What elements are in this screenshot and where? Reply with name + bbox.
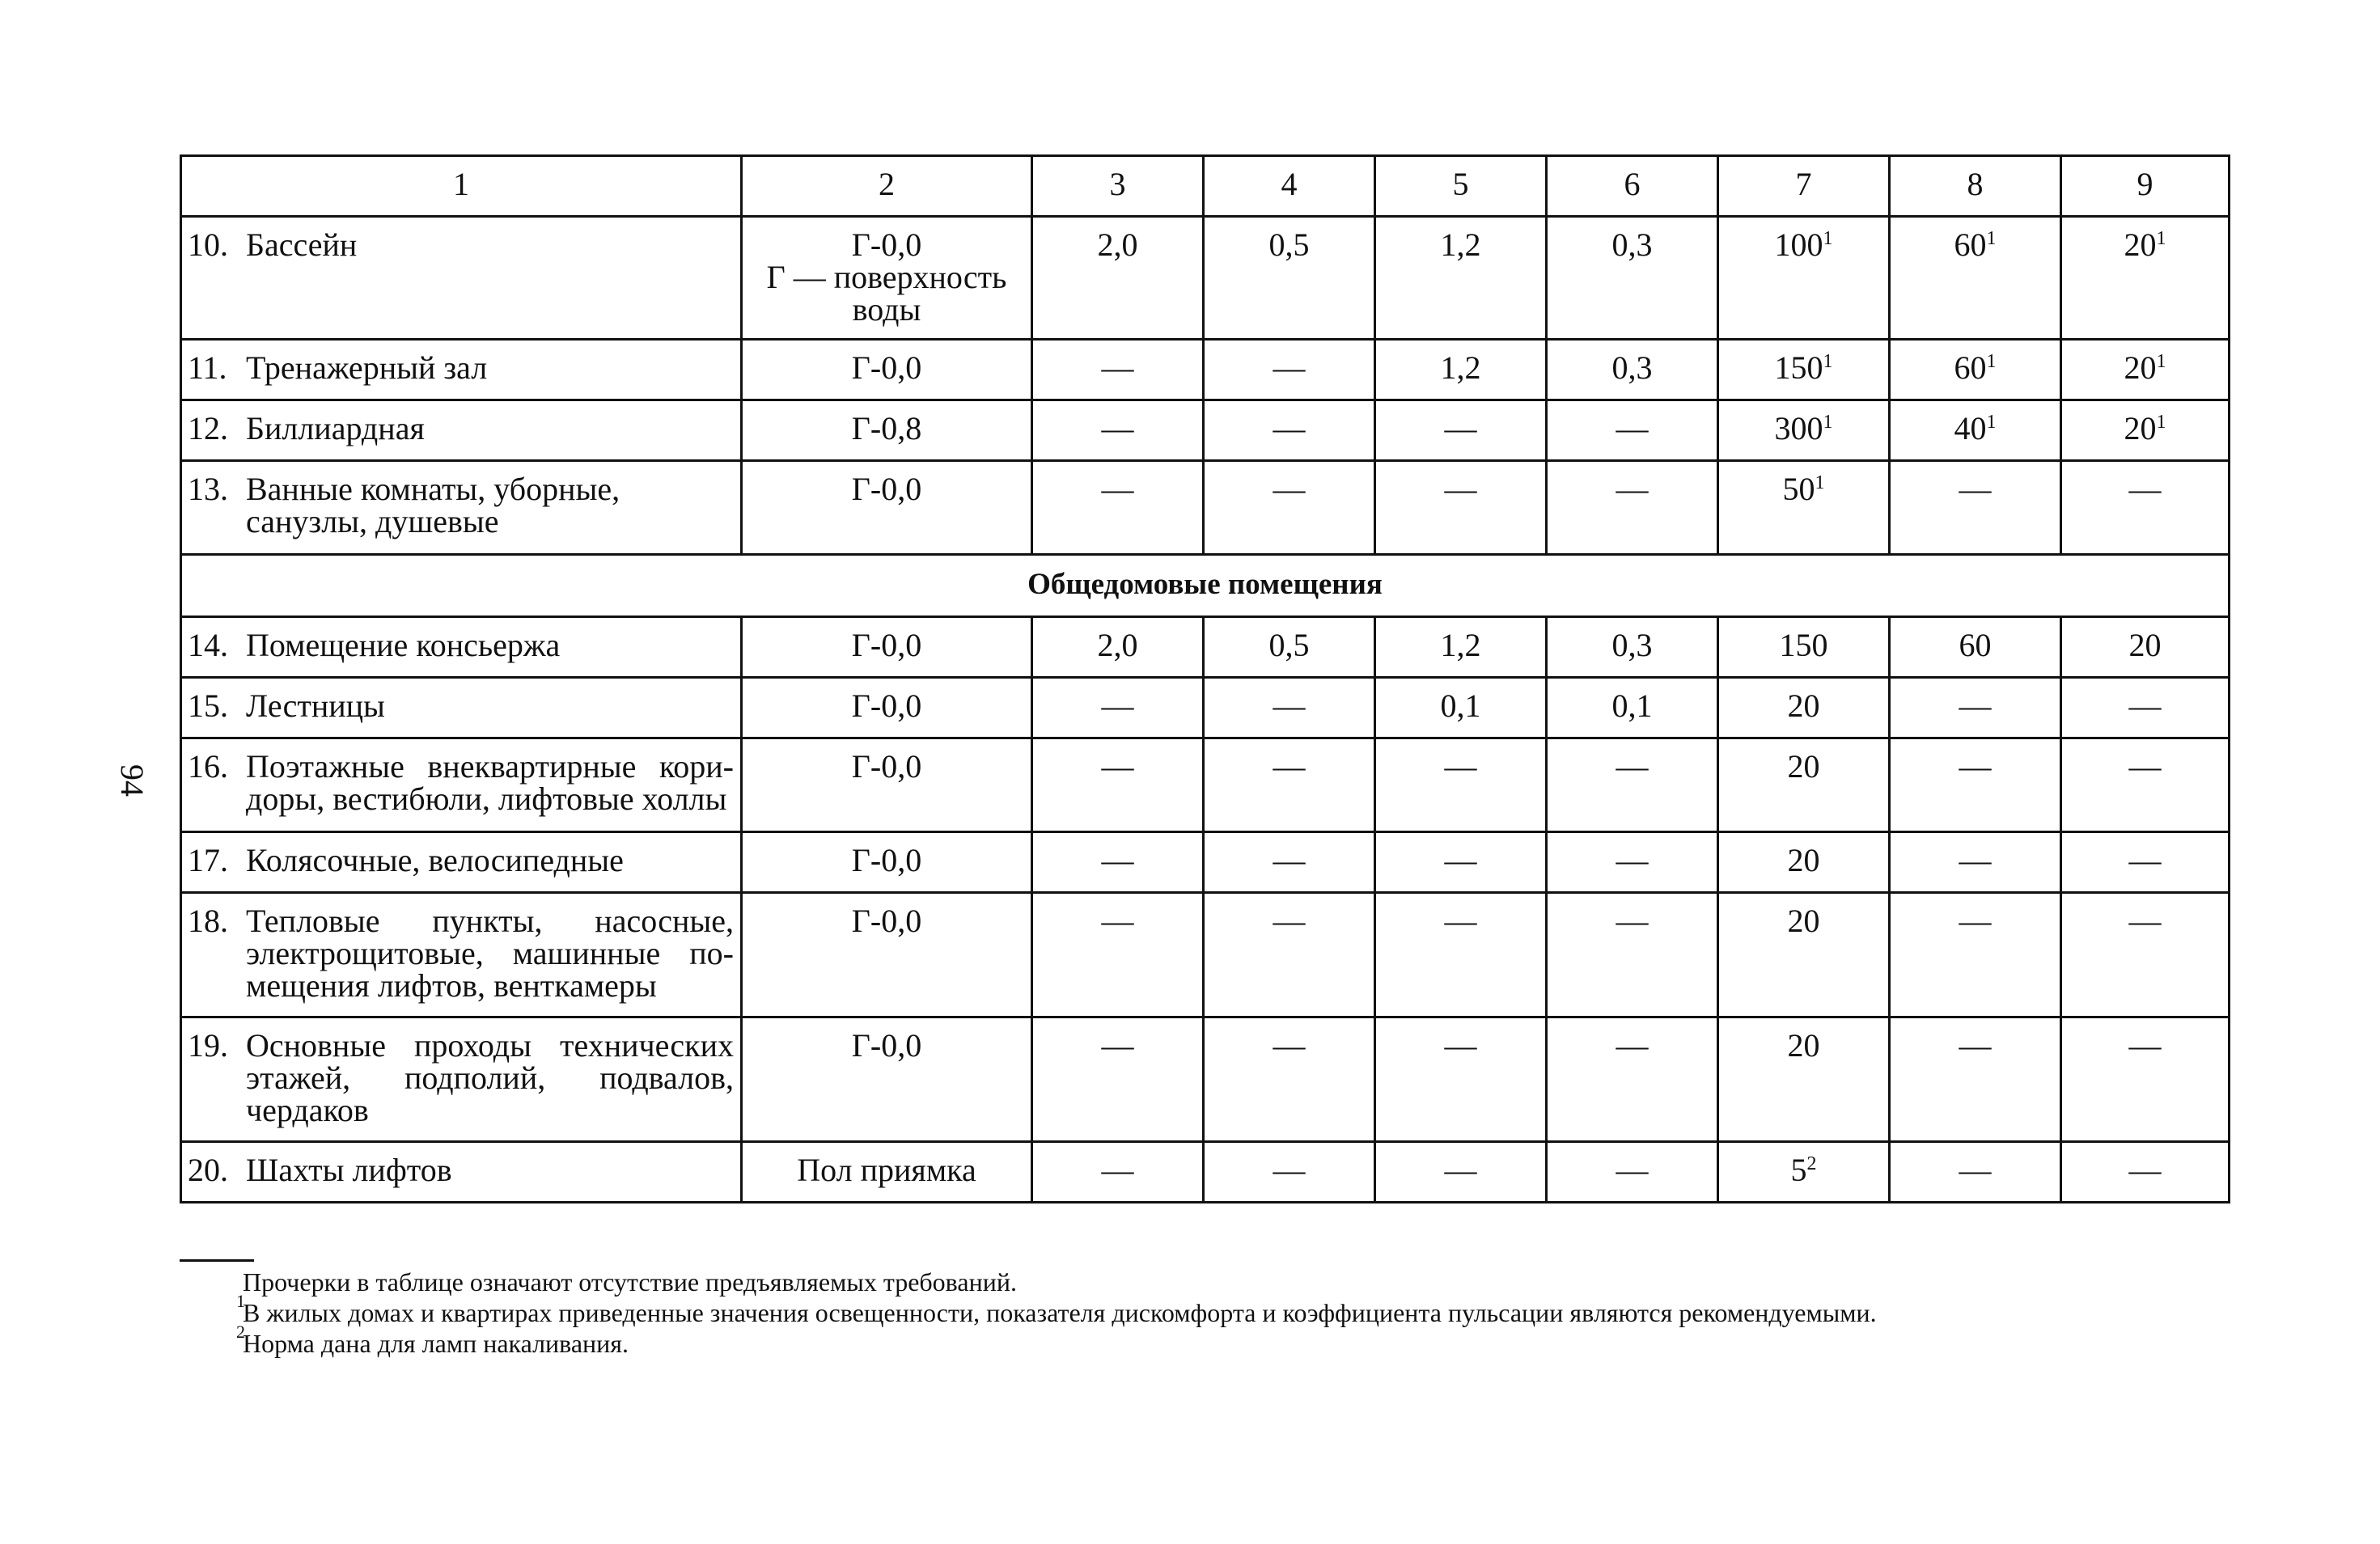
value-cell: — <box>1204 461 1375 555</box>
value-cell: — <box>1032 400 1204 461</box>
table-row <box>181 738 2230 832</box>
column-header: 6 <box>1547 156 1718 217</box>
room-name: Основные проходы технических этажей, подполий, подвалов, чердаков <box>246 1027 734 1128</box>
footnote-ref: 1 <box>1815 472 1825 493</box>
work-plane-cell: Г-0,0 <box>742 617 1032 678</box>
value-cell: — <box>1032 832 1204 893</box>
cell-value: 20 <box>2124 226 2157 263</box>
footnote-dashes <box>243 1267 2233 1297</box>
table-row <box>181 893 2230 1017</box>
work-plane-cell: Г-0,0 <box>742 678 1032 738</box>
value-cell: — <box>2061 738 2230 832</box>
value-cell: 20 <box>1718 893 1890 1017</box>
value-cell: — <box>1204 893 1375 1017</box>
footnote-ref: 2 <box>1806 1153 1817 1174</box>
table-row <box>181 1017 2230 1142</box>
value-cell <box>1718 400 1890 461</box>
value-cell <box>2061 340 2230 400</box>
value-cell: 20 <box>1718 1017 1890 1142</box>
table-row <box>181 461 2230 555</box>
work-plane-cell: Пол приямка <box>742 1142 1032 1203</box>
value-cell: — <box>1890 738 2061 832</box>
footnote-ref: 1 <box>1823 412 1833 433</box>
value-cell: — <box>1547 738 1718 832</box>
room-name: Бассейн <box>246 226 358 263</box>
value-cell: — <box>2061 461 2230 555</box>
section-row <box>181 555 2230 617</box>
value-cell <box>1718 1142 1890 1203</box>
value-cell: — <box>1890 678 2061 738</box>
value-cell: 2,0 <box>1032 617 1204 678</box>
row-number: 18. <box>188 903 228 939</box>
cell-value: 150 <box>1774 349 1823 386</box>
value-cell: — <box>2061 1142 2230 1203</box>
work-plane-cell <box>742 217 1032 340</box>
work-plane-cell: Г-0,0 <box>742 1017 1032 1142</box>
column-header: 5 <box>1375 156 1547 217</box>
table-header-row <box>181 156 2230 217</box>
value-cell: — <box>1204 678 1375 738</box>
value-cell: — <box>2061 678 2230 738</box>
footnote-divider <box>180 1259 254 1262</box>
value-cell: 0,1 <box>1547 678 1718 738</box>
value-cell: — <box>1890 1142 2061 1203</box>
value-cell: 20 <box>1718 678 1890 738</box>
value-cell: 20 <box>2061 617 2230 678</box>
value-cell: — <box>1204 738 1375 832</box>
value-cell: 150 <box>1718 617 1890 678</box>
value-cell: 0,1 <box>1375 678 1547 738</box>
value-cell: — <box>1032 340 1204 400</box>
value-cell: — <box>1032 738 1204 832</box>
value-cell: — <box>1204 832 1375 893</box>
footnote-ref: 1 <box>1823 351 1833 372</box>
table-row <box>181 1142 2230 1203</box>
room-name: Тепловые пункты, насосные, электрощитовые, машинные по-мещения лифтов, венткамеры <box>246 903 734 1004</box>
column-header: 1 <box>181 156 742 217</box>
value-cell: — <box>1204 1142 1375 1203</box>
value-cell: — <box>1204 400 1375 461</box>
page-number: 94 <box>114 764 150 797</box>
value-cell: — <box>1890 461 2061 555</box>
table-row <box>181 400 2230 461</box>
value-cell: — <box>1890 832 2061 893</box>
footnote-text: В жилых домах и квартирах приведенные значения освещенности, показателя дискомфорта и коэффициента пульсации являются рекомендуемыми. <box>243 1298 1877 1327</box>
value-cell: 1,2 <box>1375 217 1547 340</box>
footnote-mark: 2 <box>236 1322 245 1342</box>
value-cell <box>2061 400 2230 461</box>
row-number: 10. <box>188 226 228 263</box>
room-name-cell <box>181 340 742 400</box>
value-cell: 1,2 <box>1375 340 1547 400</box>
value-cell: — <box>1375 1142 1547 1203</box>
lighting-norms-table <box>180 154 2230 1203</box>
column-header: 4 <box>1204 156 1375 217</box>
room-name: Биллиардная <box>246 410 425 446</box>
work-plane-cell: Г-0,0 <box>742 461 1032 555</box>
work-plane-cell: Г-0,0 <box>742 340 1032 400</box>
work-plane-cell: Г-0,0 <box>742 832 1032 893</box>
room-name: Тренажерный зал <box>246 349 488 386</box>
footnote-mark: 1 <box>236 1291 245 1311</box>
value-cell: — <box>1204 340 1375 400</box>
value-cell: — <box>1375 832 1547 893</box>
value-cell <box>1718 461 1890 555</box>
room-name: Ванные комнаты, уборные, санузлы, душевые <box>246 471 620 539</box>
value-cell: — <box>1375 738 1547 832</box>
footnote-ref: 1 <box>1986 351 1997 372</box>
room-name-cell <box>181 893 742 1017</box>
value-cell: — <box>1375 1017 1547 1142</box>
value-cell: 0,3 <box>1547 217 1718 340</box>
value-cell: 0,3 <box>1547 617 1718 678</box>
value-cell: — <box>1547 1017 1718 1142</box>
footnote-ref: 1 <box>2156 351 2166 372</box>
room-name-cell <box>181 400 742 461</box>
room-name: Поэтажные внеквартирные кори-доры, вестибюли, лифтовые холлы <box>246 748 734 817</box>
value-cell: 60 <box>1890 617 2061 678</box>
table-row <box>181 217 2230 340</box>
room-name-cell <box>181 217 742 340</box>
work-plane-line: воды <box>852 291 921 328</box>
column-header: 8 <box>1890 156 2061 217</box>
value-cell <box>1890 340 2061 400</box>
work-plane-line: Г — поверхность <box>766 259 1007 295</box>
footnote-ref: 1 <box>2156 228 2166 249</box>
value-cell: — <box>1547 893 1718 1017</box>
cell-value: 60 <box>1954 226 1987 263</box>
room-name-cell <box>181 1017 742 1142</box>
row-number: 17. <box>188 842 228 878</box>
footnote-2 <box>236 1322 2233 1359</box>
value-cell: — <box>1890 1017 2061 1142</box>
room-name: Колясочные, велосипедные <box>246 842 624 878</box>
room-name-cell <box>181 461 742 555</box>
value-cell <box>2061 217 2230 340</box>
table-row <box>181 832 2230 893</box>
room-name-cell <box>181 617 742 678</box>
row-number: 15. <box>188 687 228 724</box>
table-row <box>181 678 2230 738</box>
table-row <box>181 340 2230 400</box>
value-cell: — <box>1032 678 1204 738</box>
value-cell: — <box>1890 893 2061 1017</box>
column-header: 3 <box>1032 156 1204 217</box>
value-cell: — <box>1032 893 1204 1017</box>
footnote-1 <box>236 1291 2233 1328</box>
value-cell <box>1890 400 2061 461</box>
cell-value: 5 <box>1790 1152 1807 1188</box>
column-header: 2 <box>742 156 1032 217</box>
value-cell: — <box>1547 461 1718 555</box>
value-cell: — <box>2061 1017 2230 1142</box>
value-cell: — <box>2061 832 2230 893</box>
cell-value: 300 <box>1774 410 1823 446</box>
room-name-cell <box>181 832 742 893</box>
work-plane-cell: Г-0,0 <box>742 738 1032 832</box>
value-cell <box>1718 217 1890 340</box>
row-number: 16. <box>188 748 228 785</box>
work-plane-cell: Г-0,8 <box>742 400 1032 461</box>
cell-value: 20 <box>2124 349 2157 386</box>
value-cell: — <box>1375 400 1547 461</box>
table-row <box>181 617 2230 678</box>
room-name: Шахты лифтов <box>246 1152 452 1188</box>
value-cell: — <box>2061 893 2230 1017</box>
room-name: Лестницы <box>246 687 385 724</box>
column-header: 7 <box>1718 156 1890 217</box>
cell-value: 20 <box>2124 410 2157 446</box>
footnote-ref: 1 <box>1986 412 1997 433</box>
footnote-text: Норма дана для ламп накаливания. <box>243 1329 629 1358</box>
value-cell: — <box>1032 1017 1204 1142</box>
footnote-ref: 1 <box>1986 228 1997 249</box>
room-name: Помещение консьержа <box>246 627 561 663</box>
footnote-ref: 1 <box>1823 228 1833 249</box>
value-cell <box>1890 217 2061 340</box>
work-plane-line: Г-0,0 <box>851 226 922 263</box>
work-plane-cell: Г-0,0 <box>742 893 1032 1017</box>
row-number: 13. <box>188 471 228 507</box>
value-cell: 0,5 <box>1204 617 1375 678</box>
value-cell: 20 <box>1718 832 1890 893</box>
row-number: 14. <box>188 627 228 663</box>
value-cell: 0,5 <box>1204 217 1375 340</box>
row-number: 12. <box>188 410 228 446</box>
footnote-text: Прочерки в таблице означают отсутствие предъявляемых требований. <box>243 1267 1017 1297</box>
cell-value: 50 <box>1782 471 1815 507</box>
value-cell: — <box>1547 1142 1718 1203</box>
value-cell <box>1718 340 1890 400</box>
section-title: Общедомовые помещения <box>181 555 2230 617</box>
column-header: 9 <box>2061 156 2230 217</box>
value-cell: 0,3 <box>1547 340 1718 400</box>
value-cell: — <box>1032 1142 1204 1203</box>
value-cell: 1,2 <box>1375 617 1547 678</box>
cell-value: 60 <box>1954 349 1987 386</box>
cell-value: 100 <box>1774 226 1823 263</box>
value-cell: — <box>1547 832 1718 893</box>
row-number: 11. <box>188 349 227 386</box>
row-number: 19. <box>188 1027 228 1064</box>
room-name-cell <box>181 678 742 738</box>
footnote-ref: 1 <box>2156 412 2166 433</box>
cell-value: 40 <box>1954 410 1987 446</box>
row-number: 20. <box>188 1152 228 1188</box>
value-cell: — <box>1375 461 1547 555</box>
room-name-cell <box>181 738 742 832</box>
value-cell: — <box>1547 400 1718 461</box>
footnotes <box>236 1267 2233 1359</box>
room-name-cell <box>181 1142 742 1203</box>
value-cell: — <box>1032 461 1204 555</box>
value-cell: 2,0 <box>1032 217 1204 340</box>
value-cell: — <box>1204 1017 1375 1142</box>
value-cell: 20 <box>1718 738 1890 832</box>
value-cell: — <box>1375 893 1547 1017</box>
